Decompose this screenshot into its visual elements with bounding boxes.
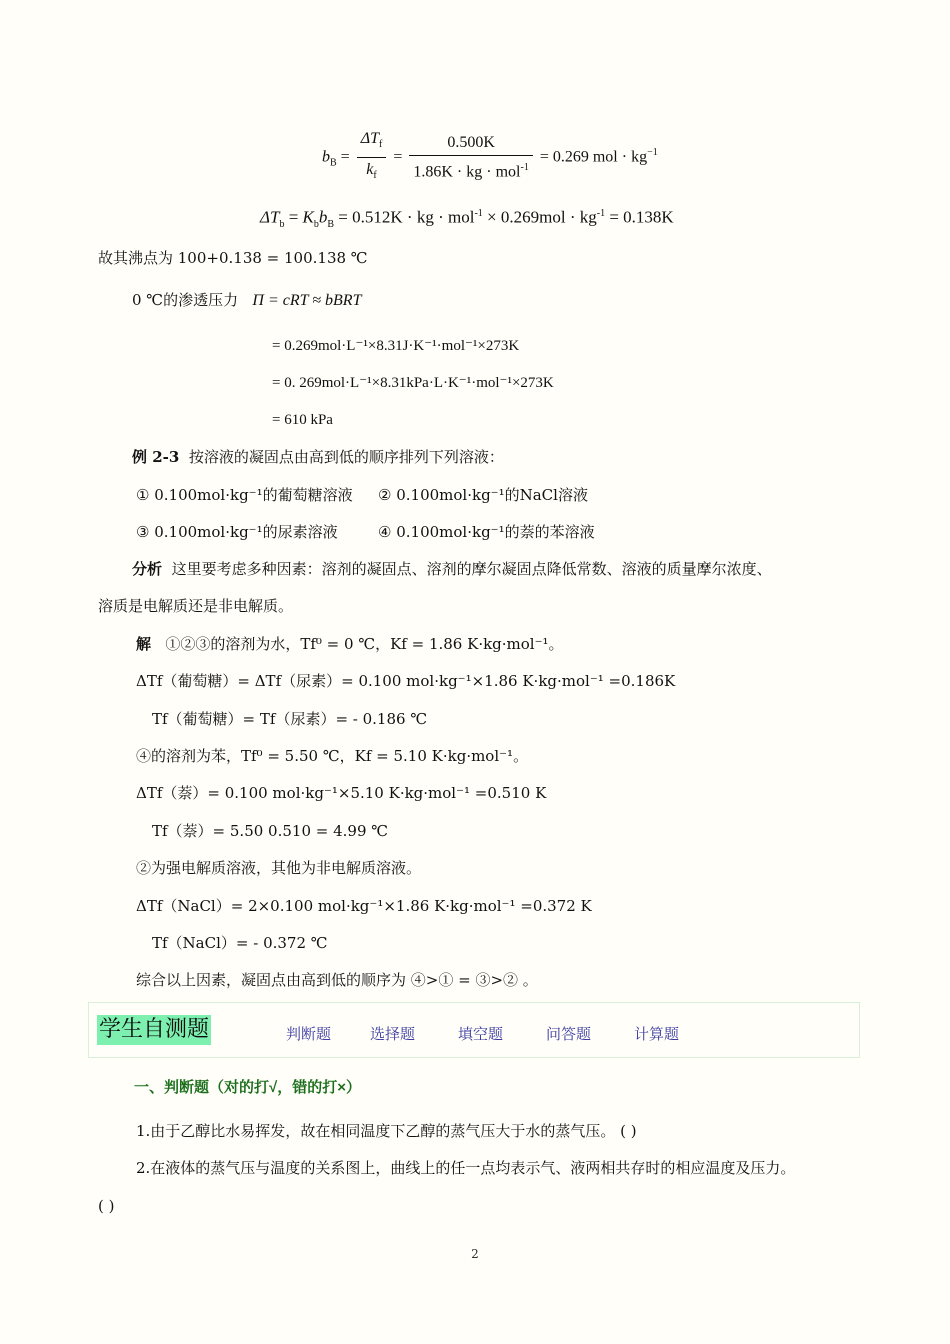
osmotic-formula: Π = cRT ≈ bBRT <box>252 292 362 309</box>
osmotic-step-1: = 0.269mol·L⁻¹×8.31J·K⁻¹·mol⁻¹×273K <box>272 338 520 354</box>
example-line <box>132 447 504 467</box>
option-1: ① 0.100mol·kg⁻¹的葡萄糖溶液 <box>136 486 353 504</box>
formula-text: b <box>322 148 330 166</box>
formula-dtb: $\Delta T_b = K_bb_B = 0.512K$ · kg · $mol^{-1} \times 0.269mol \cdot kg^{-1} = 0.138K$ <box>260 207 674 231</box>
nav-link-true-false[interactable]: 判断题 <box>286 1025 332 1043</box>
nav-link-multiple-choice[interactable]: 选择题 <box>370 1025 416 1043</box>
boiling-point-text: 故其沸点为 100+0.138 = 100.138 ℃ <box>98 249 368 267</box>
formula-text: f <box>373 170 377 182</box>
example-text: 按溶液的凝固点由高到低的顺序排列下列溶液： <box>188 448 504 466</box>
solution-text: ①②③的溶剂为水，Tf⁰ = 0 ℃，Kf = 1.86 K·kg·mol⁻¹。 <box>165 635 564 653</box>
formula-text: ΔT <box>360 130 379 147</box>
self-test-navbar <box>88 1002 860 1058</box>
question-2: 2.在液体的蒸气压与温度的关系图上，曲线上的任一点均表示气、液两相共存时的相应温度及压力。 <box>136 1159 796 1177</box>
fraction <box>357 128 387 187</box>
nav-link-calculation[interactable]: 计算题 <box>634 1025 680 1043</box>
formula-text: = 0.138K <box>609 207 674 227</box>
solution-line-10: 综合以上因素，凝固点由高到低的顺序为 ④>① = ③>② 。 <box>136 971 538 989</box>
formula-text: ΔT <box>260 207 280 227</box>
section-heading: 一、判断题（对的打√，错的打×） <box>134 1079 361 1096</box>
self-test-title: 学生自测题 <box>97 1015 211 1045</box>
formula-text: f <box>379 139 383 151</box>
solution-line-1 <box>136 634 564 654</box>
formula-text: 1.86K · kg · mol <box>413 163 521 181</box>
nav-link-fill-blank[interactable]: 填空题 <box>458 1025 504 1043</box>
solution-line-3: Tf（葡萄糖）= Tf（尿素）= - 0.186 ℃ <box>152 710 428 728</box>
solution-line-6: Tf（萘）= 5.50 0.510 = 4.99 ℃ <box>152 822 389 840</box>
osmotic-step-3: = 610 kPa <box>272 412 333 428</box>
solution-label: 解 <box>136 635 152 653</box>
option-2: ② 0.100mol·kg⁻¹的NaCl溶液 <box>378 486 588 504</box>
solution-line-9: Tf（NaCl）= - 0.372 ℃ <box>152 934 328 952</box>
formula-bb: $b_B$ = $\frac{\Delta T_f}{k_f}$ = $\frac{0.500K}{1.86K \cdot kg \cdot mol^{-1}}$ = 0.269 mol · $kg^{-1}$ <box>322 128 658 187</box>
question-1: 1.由于乙醇比水易挥发，故在相同温度下乙醇的蒸气压大于水的蒸气压。 ( ) <box>136 1122 637 1140</box>
question-2-bracket: ( ) <box>98 1197 115 1215</box>
solution-line-7: ②为强电解质溶液，其他为非电解质溶液。 <box>136 859 422 877</box>
osmotic-prefix: 0 ℃的渗透压力 <box>132 291 239 309</box>
solution-line-5: ΔTf（萘）= 0.100 mol·kg⁻¹×5.10 K·kg·mol⁻¹ =0.510 K <box>136 784 547 802</box>
example-label: 例 2-3 <box>132 448 180 466</box>
solution-line-8: ΔTf（NaCl）= 2×0.100 mol·kg⁻¹×1.86 K·kg·mol⁻¹ =0.372 K <box>136 897 592 915</box>
analysis-line-2: 溶质是电解质还是非电解质。 <box>98 597 294 615</box>
formula-text: = 0.269 mol · kg <box>539 148 648 166</box>
solution-line-2: ΔTf（葡萄糖）= ΔTf（尿素）= 0.100 mol·kg⁻¹×1.86 K·kg·mol⁻¹ =0.186K <box>136 672 676 690</box>
analysis-label: 分析 <box>132 560 163 578</box>
formula-text: × 0.269mol · kg <box>487 207 597 227</box>
nav-link-qa[interactable]: 问答题 <box>546 1025 592 1043</box>
page-number: 2 <box>471 1247 479 1261</box>
formula-text: k <box>366 161 374 179</box>
solution-line-4: ④的溶剂为苯，Tf⁰ = 5.50 ℃，Kf = 5.10 K·kg·mol⁻¹。 <box>136 747 529 765</box>
analysis-text: 这里要考虑多种因素：溶剂的凝固点、溶剂的摩尔凝固点降低常数、溶液的质量摩尔浓度、 <box>171 560 772 578</box>
formula-text: B <box>330 157 337 169</box>
osmotic-step-2: = 0. 269mol·L⁻¹×8.31kPa·L·K⁻¹·mol⁻¹×273K <box>272 375 554 391</box>
analysis-line <box>132 559 772 579</box>
option-4: ④ 0.100mol·kg⁻¹的萘的苯溶液 <box>378 523 595 541</box>
option-3: ③ 0.100mol·kg⁻¹的尿素溶液 <box>136 523 338 541</box>
formula-text: 0.500K <box>409 132 532 156</box>
osmotic-line <box>132 290 361 311</box>
fraction: $\frac{0.500K}{1.86K \cdot kg \cdot mol^{-1}}$ <box>409 132 532 183</box>
formula-text: = 0.512K · kg · mol <box>338 207 475 227</box>
